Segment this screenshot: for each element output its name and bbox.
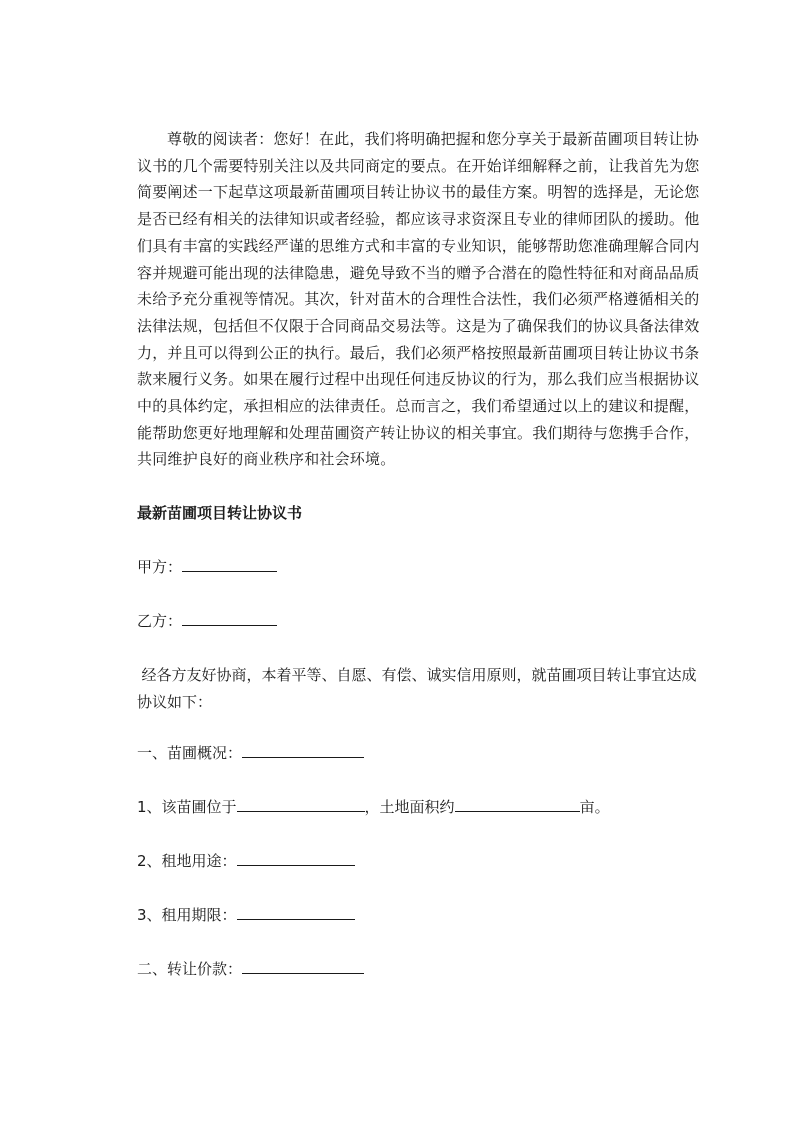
item1-line xyxy=(137,797,610,817)
party-a-label: 甲方： xyxy=(137,558,183,576)
party-a-blank xyxy=(182,557,277,572)
item1-area-blank xyxy=(455,797,580,812)
section2-line xyxy=(137,959,364,979)
party-b-blank xyxy=(182,611,277,626)
item1-location-blank xyxy=(237,797,365,812)
preamble-text: 经各方友好协商，本着平等、自愿、有偿、诚实信用原则，就苗圃项目转让事宜达成协议如下： xyxy=(137,666,697,711)
item2-label: 2、租地用途： xyxy=(137,852,237,870)
party-b-line xyxy=(137,611,277,631)
item1-suffix: 亩。 xyxy=(579,798,610,816)
preamble-paragraph xyxy=(137,662,703,715)
intro-paragraph xyxy=(137,126,700,473)
item1-prefix: 1、该苗圃位于 xyxy=(137,798,237,816)
item2-line xyxy=(137,851,355,871)
party-b-label: 乙方： xyxy=(137,612,183,630)
item3-line xyxy=(137,905,355,925)
intro-text: 尊敬的阅读者：您好！在此，我们将明确把握和您分享关于最新苗圃项目转让协议书的几个需要特别关注以及共同商定的要点。在开始详细解释之前，让我首先为您简要阐述一下起草这项最新苗圃项目转让协议书的最佳方案。明智的选择是，无论您是否已经有相关的法律知识或者经验，都应该寻求资深且专业的律师团队的援助。他们具有丰富的实践经严谨的思维方式和丰富的专业知识，能够帮助您准确理解合同内容并规避可能出现的法律隐患，避免导致不当的赠予合潜在的隐性特征和对商品品质未给予充分重视等情况。其次，针对苗木的合理性合法性，我们必须严格遵循相关的法律法规，包括但不仅限于合同商品交易法等。这是为了确保我们的协议具备法律效力，并且可以得到公正的执行。最后，我们必须严格按照最新苗圃项目转让协议书条款来履行义务。如果在履行过程中出现任何违反协议的行为，那么我们应当根据协议中的具体约定，承担相应的法律责任。总而言之，我们希望通过以上的建议和提醒，能帮助您更好地理解和处理苗圃资产转让协议的相关事宜。我们期待与您携手合作，共同维护良好的商业秩序和社会环境。 xyxy=(137,130,700,469)
section1-line xyxy=(137,743,364,763)
section1-label: 一、苗圃概况： xyxy=(137,744,243,762)
agreement-title: 最新苗圃项目转让协议书 xyxy=(137,504,303,522)
section2-label: 二、转让价款： xyxy=(137,960,243,978)
item1-middle: ，土地面积约 xyxy=(364,798,455,816)
section1-blank xyxy=(242,743,364,758)
item3-blank xyxy=(237,905,355,920)
item2-blank xyxy=(237,851,355,866)
party-a-line xyxy=(137,557,277,577)
item3-label: 3、租用期限： xyxy=(137,906,237,924)
section2-blank xyxy=(242,959,364,974)
